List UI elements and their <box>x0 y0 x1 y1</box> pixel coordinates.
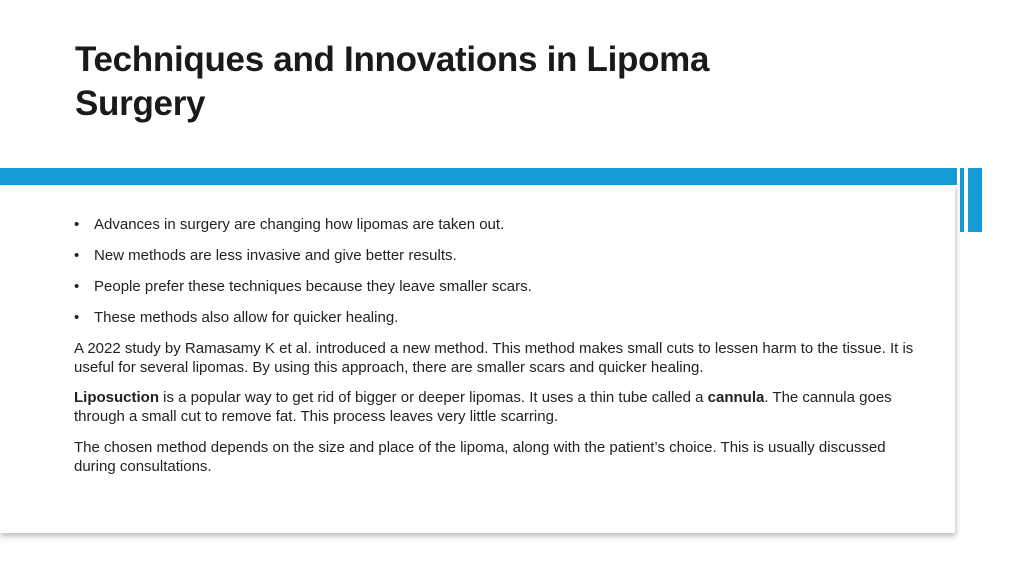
accent-vertical-bar-thin <box>960 168 964 232</box>
bullet-dot: • <box>74 309 80 326</box>
paragraph-study: A 2022 study by Ramasamy K et al. introduced a new method. This method makes small cuts to lessen harm to the tissue. It is useful for several lipomas. By using this approach, there are smaller scars and quicker healing. <box>74 340 914 376</box>
bullet-text: These methods also allow for quicker healing. <box>94 309 399 326</box>
bullet-dot: • <box>74 278 80 295</box>
bullet-dot: • <box>74 216 80 233</box>
term-liposuction: Liposuction <box>74 389 159 406</box>
bullet-text: People prefer these techniques because they leave smaller scars. <box>94 278 532 295</box>
bullet-text: New methods are less invasive and give better results. <box>94 247 457 264</box>
accent-bar <box>0 168 957 185</box>
bullet-item <box>74 277 904 297</box>
bullet-list <box>74 215 904 339</box>
title-line-2: Surgery <box>75 84 206 123</box>
bullet-item <box>74 308 904 328</box>
title-line-1: Techniques and Innovations in Lipoma <box>75 40 710 79</box>
accent-vertical-bar-thick <box>968 168 982 232</box>
bullet-text: Advances in surgery are changing how lipomas are taken out. <box>94 216 505 233</box>
term-cannula: cannula <box>707 389 765 406</box>
paragraph-liposuction-text-2: . The cannula goes through a small cut to remove fat. This process leaves very little scarring. <box>74 389 892 425</box>
bullet-dot: • <box>74 247 80 264</box>
bullet-item <box>74 215 904 235</box>
paragraph-method-choice: The chosen method depends on the size and place of the lipoma, along with the patient’s choice. This is usually discussed during consultations. <box>74 439 886 475</box>
slide-title <box>75 38 795 126</box>
paragraph-liposuction <box>74 388 914 426</box>
paragraph-liposuction-text-1: is a popular way to get rid of bigger or deeper lipomas. It uses a thin tube called a <box>159 389 708 406</box>
bullet-item <box>74 246 904 266</box>
